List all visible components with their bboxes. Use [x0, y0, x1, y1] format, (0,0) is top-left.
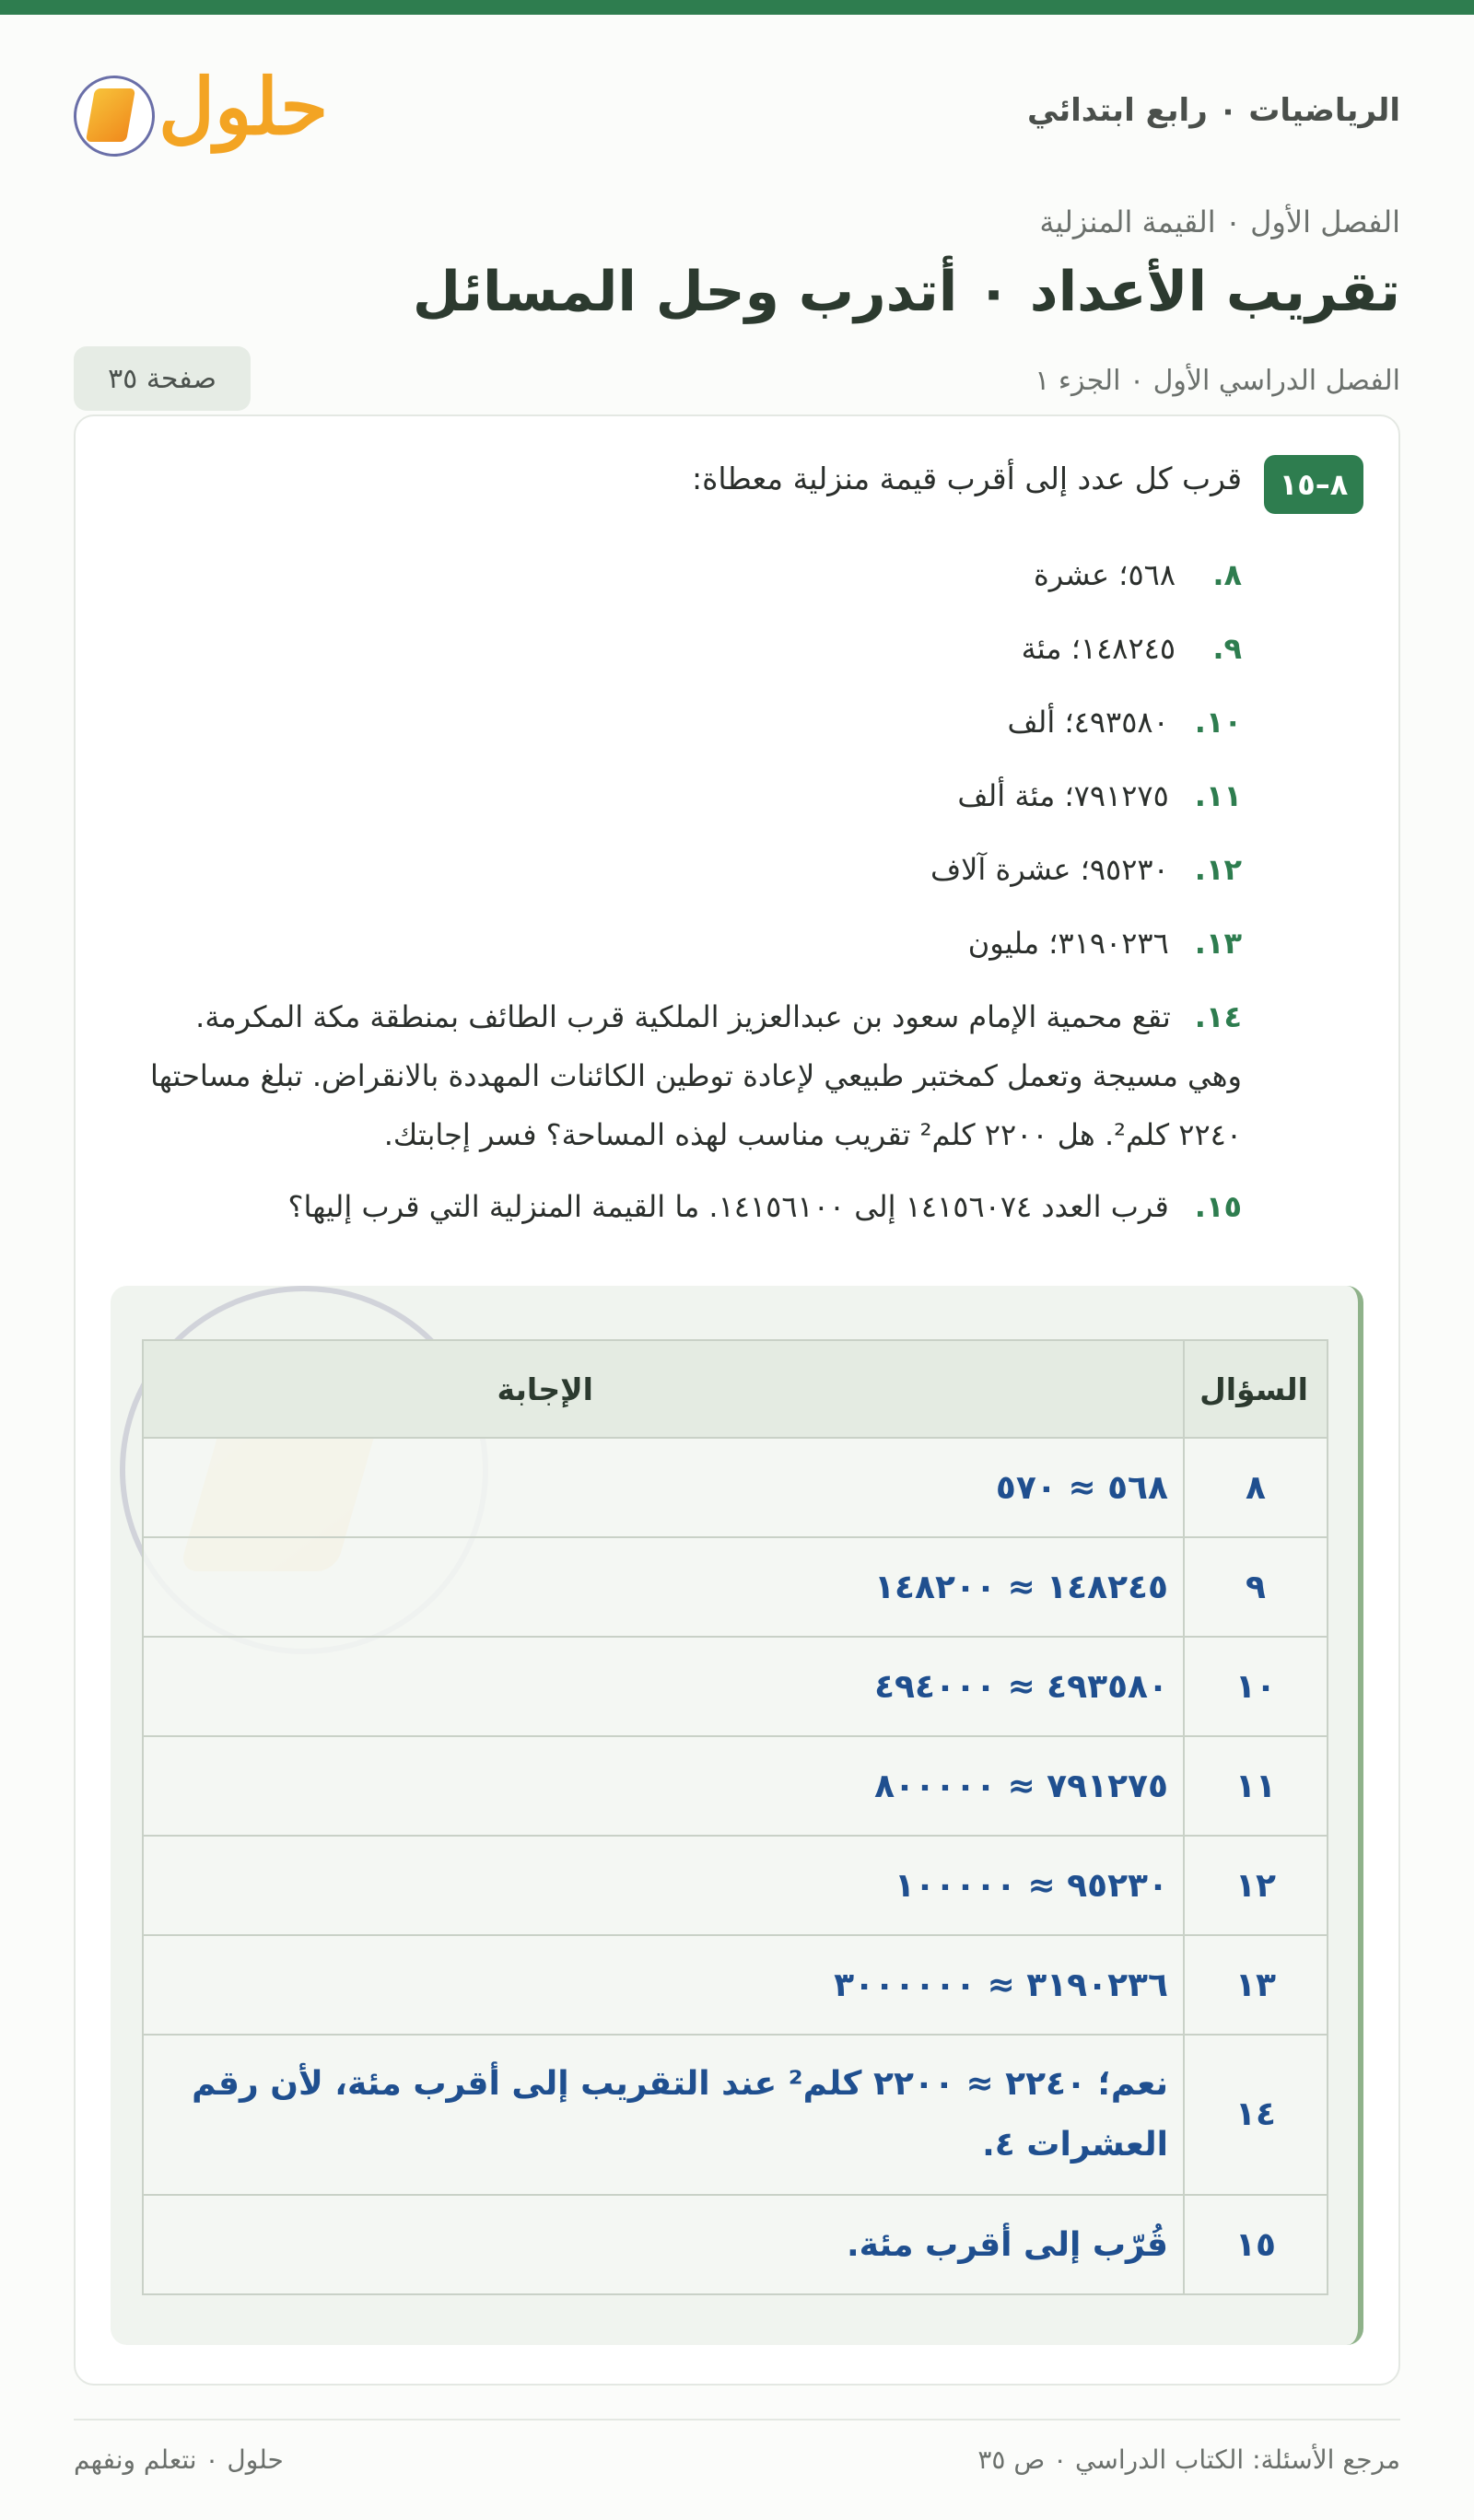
question-text: ٧٩١٢٧٥؛ مئة ألف: [957, 778, 1169, 813]
question-text: ١٤٨٢٤٥؛ مئة: [1021, 631, 1176, 666]
question-item: [1008, 693, 1242, 752]
table-row: [143, 2195, 1328, 2294]
answer-question-number: ١٤: [1184, 2035, 1328, 2195]
table-row: [143, 1836, 1328, 1935]
answer-text: قُرّب إلى أقرب مئة.: [143, 2195, 1184, 2294]
question-item: [1022, 619, 1242, 678]
question-number: ١١.: [1194, 778, 1242, 813]
top-accent-bar: [0, 0, 1474, 15]
answer-text: ٩٥٢٣٠ ≈ ١٠٠٠٠٠: [143, 1836, 1184, 1935]
answer-text: ٥٦٨ ≈ ٥٧٠: [143, 1438, 1184, 1537]
exercise-card: [74, 414, 1400, 2386]
question-number: ١٤.: [1194, 999, 1242, 1034]
question-item: [1034, 545, 1242, 604]
table-row: [143, 1438, 1328, 1537]
logo-wordmark: حلول: [158, 61, 329, 152]
answer-question-number: ١٢: [1184, 1836, 1328, 1935]
question-text: قرب العدد ١٤١٥٦٠٧٤ إلى ١٤١٥٦١٠٠. ما القيمة المنزلية التي قرب إليها؟: [287, 1189, 1169, 1224]
column-header-answer: الإجابة: [143, 1340, 1184, 1438]
question-number: ٨.: [1212, 557, 1242, 592]
page-number-badge: صفحة ٣٥: [74, 346, 251, 411]
question-text: ٩٥٢٣٠؛ عشرة آلاف: [930, 852, 1169, 887]
question-item: [957, 766, 1242, 825]
page-header: [74, 61, 1400, 166]
question-text: تقع محمية الإمام سعود بن عبدالعزيز الملكية قرب الطائف بمنطقة مكة المكرمة. وهي مسيجة وتعمل كمختبر طبيعي لإعادة توطين الكائنات المهددة بالانقراض. تبلغ مساحتها ٢٢٤٠ كلم². هل ٢٢٠٠ كلم² تقريب مناسب لهذه المساحة؟ فسر إجابتك.: [149, 999, 1242, 1152]
question-number: ١٥.: [1194, 1189, 1242, 1224]
column-header-question: السؤال: [1184, 1340, 1328, 1438]
answer-question-number: ٩: [1184, 1537, 1328, 1637]
breadcrumb: الفصل الأول ٠ القيمة المنزلية: [1039, 204, 1400, 239]
table-row: [143, 1637, 1328, 1736]
footer-divider: [74, 2419, 1400, 2421]
question-item: [968, 914, 1242, 973]
answer-text: ٣١٩٠٢٣٦ ≈ ٣٠٠٠٠٠٠: [143, 1935, 1184, 2035]
table-row: [143, 1537, 1328, 1637]
site-logo[interactable]: [74, 61, 332, 166]
answers-table: [142, 1339, 1328, 2295]
exercise-instruction: قرب كل عدد إلى أقرب قيمة منزلية معطاة:: [691, 461, 1242, 496]
table-row: [143, 1935, 1328, 2035]
question-item: [288, 1177, 1243, 1236]
answer-text: ٤٩٣٥٨٠ ≈ ٤٩٤٠٠٠: [143, 1637, 1184, 1736]
answer-question-number: ١٣: [1184, 1935, 1328, 2035]
question-item: [136, 987, 1242, 1164]
answer-question-number: ١٠: [1184, 1637, 1328, 1736]
term-label: الفصل الدراسي الأول ٠ الجزء ١: [1035, 365, 1400, 397]
table-row: [143, 1736, 1328, 1836]
question-number: ٩.: [1212, 631, 1242, 666]
answer-text: ٧٩١٢٧٥ ≈ ٨٠٠٠٠٠: [143, 1736, 1184, 1836]
footer-tagline: حلول ٠ نتعلم ونفهم: [74, 2444, 284, 2475]
question-text: ٤٩٣٥٨٠؛ ألف: [1007, 705, 1169, 740]
question-number: ١٣.: [1194, 926, 1242, 961]
answer-question-number: ١٥: [1184, 2195, 1328, 2294]
answer-text: ١٤٨٢٤٥ ≈ ١٤٨٢٠٠: [143, 1537, 1184, 1637]
question-text: ٣١٩٠٢٣٦؛ مليون: [967, 926, 1169, 961]
page-title: تقريب الأعداد ٠ أتدرب وحل المسائل: [412, 260, 1400, 324]
answer-text: نعم؛ ٢٢٤٠ ≈ ٢٢٠٠ كلم² عند التقريب إلى أقرب مئة، لأن رقم العشرات ٤.: [143, 2035, 1184, 2195]
answer-question-number: ٨: [1184, 1438, 1328, 1537]
answer-panel: [111, 1286, 1363, 2345]
question-number: ١٠.: [1194, 705, 1242, 740]
exercise-range-badge: ٨–١٥: [1264, 455, 1363, 514]
table-row: [143, 2035, 1328, 2195]
question-item: [930, 840, 1242, 899]
question-text: ٥٦٨؛ عشرة: [1034, 557, 1176, 592]
question-number: ١٢.: [1194, 852, 1242, 887]
footer-reference: مرجع الأسئلة: الكتاب الدراسي ٠ ص ٣٥: [977, 2444, 1400, 2475]
subject-label: الرياضيات ٠ رابع ابتدائي: [1026, 92, 1400, 129]
answer-question-number: ١١: [1184, 1736, 1328, 1836]
